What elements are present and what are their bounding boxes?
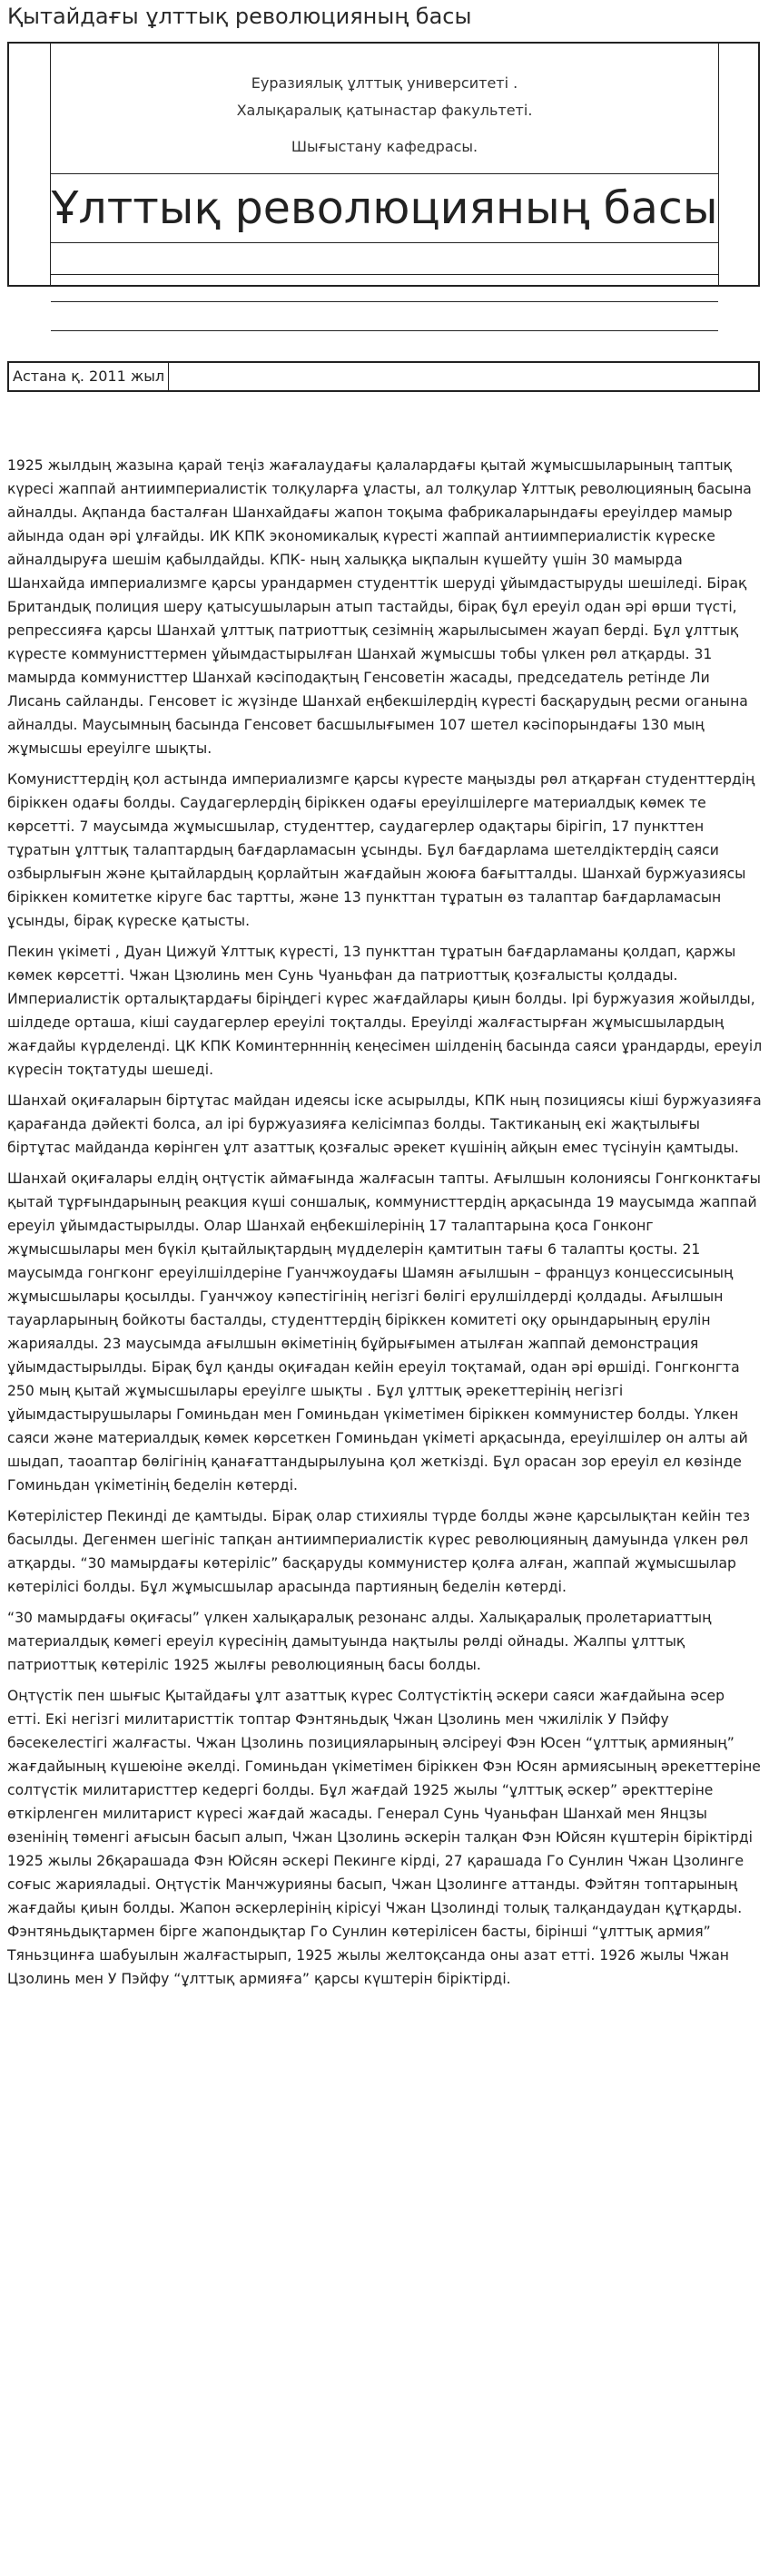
- paragraph: Шанхай оқиғаларын біртұтас майдан идеясы іске асырылды, КПК ның позициясы кіші буржуазияға қарағанда дәйекті болса, ал ірі буржуазияға келісімпаз болды. Тактиканың екі жақтылығы біртұтас майданда көрінген ұлт азаттық қозғалыс әрекет күшінің айқын емес түсінуін қамтыды.: [7, 1092, 762, 1156]
- paragraph: Комунисттердің қол астында империализмге қарсы күресте маңызды рөл атқарған студенттердің біріккен одағы болды. Саудагерлердің біріккен одағы ереуілшілерге материалдық көмек те көрсетті. 7 маусымда жұмысшылар, студенттер, саудагерлер одақтары бірігіп, 17 пункттен тұратын ұлттық талаптардың бағдарламасын ұсынды. Бұл бағдарлама шетелдіктердің саяси озбырлығын және қытайлардың қорлайтын жағдайын жоюға бағытталды. Шанхай буржуазиясы біріккен комитетке кіруге бас тартты, және 13 пункттан тұратын өз талаптар бағдарламасын ұсынды, бірақ күреске қатысты.: [7, 771, 755, 929]
- document-title: Қытайдағы ұлттық революцияның басы: [7, 4, 472, 29]
- main-title: Ұлттық революцияның басы: [51, 174, 718, 243]
- title-empty-row: [51, 275, 718, 302]
- place-date-frame: [7, 361, 760, 392]
- department-name: Шығыстану кафедрасы.: [291, 138, 478, 155]
- title-empty-row: [51, 302, 718, 331]
- document-body: [7, 454, 763, 1998]
- title-page-frame: [7, 42, 760, 287]
- title-page-inner: [50, 44, 719, 285]
- paragraph: Оңтүстік пен шығыс Қытайдағы ұлт азаттық күрес Солтүстіктің әскери саяси жағдайына әсер етті. Екі негізгі милитаристтік топтар Фэнтяньдық Чжан Цзолинь мен чжилілік У Пэйфу бәсекелестігі жалғасты. Чжан Цзолинь позицияларының әлсіреуі Фэн Юсен “ұлттық армияның” жағдайының күшеюіне әкелді. Гоминьдан үкіметімен біріккен Фэн Юсян армиясының әрекеттеріне солтүстік милитаристтер кедергі болды. Бұл жағдай 1925 жылы “ұлттық әскер” әректтеріне өткірленген милитарист күресі жағдай жасады. Генерал Сунь Чуаньфан Шанхай мен Янцзы өзенінің төменгі ағысын басып алып, Чжан Цзолинь әскерін талқан Фэн Юйсян күштерін біріктірді 1925 жылы 26қарашада Фэн Юйсян әскері Пекинге кірді, 27 қарашада Го Сунлин Чжан Цзолинге соғыс жарияладыі. Оңтүстік Манчжурияны басып, Чжан Цзолинге аттанды. Фэйтян топтарының жағдайы қиын болды. Жапон әскерлерінің кірісуі Чжан Цзолинді толық талқандаудан құтқарды. Фэнтяньдықтармен бірге жапондықтар Го Сунлин көтерілісен басты, бірінші “ұлттық армия” Тяньзцинға шабуылын жалғастырып, 1925 жылы желтоқсанда оны азат етті. 1926 жылы Чжан Цзолинь мен У Пэйфу “ұлттық армияға” қарсы күштерін біріктірді.: [7, 1688, 761, 1987]
- title-empty-row: [51, 243, 718, 275]
- institution-block: [51, 44, 718, 174]
- faculty-name: Халықаралық қатынастар факультеті.: [236, 102, 533, 119]
- paragraph: “30 мамырдағы оқиғасы” үлкен халықаралық резонанс алды. Халықаралық пролетариаттың материалдық көмегі ереуіл күресінің дамытуында нақтылы рөлді ойнады. Жалпы ұлттық патриоттық көтеріліс 1925 жылғы революцияның басы болды.: [7, 1610, 712, 1673]
- paragraph: Пекин үкіметі , Дуан Цижуй Ұлттық күресті, 13 пункттан тұратын бағдарламаны қолдап, қаржы көмек көрсетті. Чжан Цзюлинь мен Сунь Чуаньфан да патриоттық қозғалысты қолдады. Империалистік орталықтардағы біріңдегі күрес жағдайлары қиын болды. Ірі буржуазия жойылды, шілдеде орташа, кіші саудагерлер ереуілі тоқталды. Ереуілді жалғастырған жұмысшылардың жағдайы күрделенді. ЦК КПК Коминтернннің кеңесімен шілденің басында саяси ұрандарды, ереуіл күресін тоқтатуды шешеді.: [7, 944, 763, 1078]
- paragraph: Көтерілістер Пекинді де қамтыды. Бірақ олар стихиялы түрде болды және қарсылықтан кейін тез басылды. Дегенмен шегініс тапқан антиимпериалистік күрес революцияның дамуында үлкен рөл атқарды. “30 мамырдағы көтеріліс” басқаруды коммунистер қолға алған, жаппай жұмысшылар көтерілісі болды. Бұл жұмысшылар арасында партияның беделін көтерді.: [7, 1508, 751, 1595]
- place-date: Астана қ. 2011 жыл: [9, 363, 169, 390]
- university-name: Еуразиялық ұлттық университеті .: [251, 74, 518, 92]
- paragraph: 1925 жылдың жазына қарай теңіз жағалаудағы қалалардағы қытай жұмысшыларының таптық күресі жаппай антиимпериалистік толқуларға ұласты, ал толқулар Ұлттық революцияның басына айналды. Ақпанда басталған Шанхайдағы жапон тоқыма фабрикаларындағы ереуілдер мамыр айында одан әрі ұлғайды. ИК КПК экономикалық күресті жаппай антиимпериалистік күреске айналдыруға шешім қабылдайды. КПК- ның халыққа ықпалын күшейту үшін 30 мамырда Шанхайда империализмге қарсы урандармен студенттік шеруді ұйымдастыруды шешіледі. Бірақ Британдық полиция шеру қатысушыларын атып тастайды, бірақ бұл ереуіл одан әрі өрши түсті, репрессияға қарсы Шанхай ұлттық патриоттық сезімнің жарылысымен жауап берді. Бұл ұлттық күресте коммунисттермен ұйымдастырылған Шанхай жұмысшы тобы үлкен рөл атқарды. 31 мамырда коммунисттер Шанхай кәсіподақтың Генсоветін жасады, председатель ретінде Ли Лисань сайланды. Генсовет іс жүзінде Шанхай еңбекшілердің күресті басқарудың ресми оганына айналды. Маусымның басында Генсовет басшылығымен 107 шетел кәсіпорындағы 130 мың жұмысшы ереуілге шықты.: [7, 457, 752, 757]
- paragraph: Шанхай оқиғалары елдің оңтүстік аймағында жалғасын тапты. Ағылшын колониясы Гонгконктағы қытай тұрғындарының реакция күші соншалық, коммунисттердің арқасында 19 маусымда жаппай ереуіл ұйымдастырылды. Олар Шанхай еңбекшілерінің 17 талаптарына қоса Гонконг жұмысшылары мен бүкіл қытайлықтардың мүдделерін қамтитын тағы 6 талапты қосты. 21 маусымда гонгконг ереуілшілдеріне Гуанчжоудағы Шамян ағылшын – француз концессисының жұмысшылары қосылды. Гуанчжоу кәпестігінің негізгі бөлігі ерулшілдерді қолдады. Ағылшын тауарларының бойкоты басталды, студенттердің біріккен комитеті оқу орындарының ерулін жарияалды. 23 маусымда ағылшын өкіметінің бұйрығымен атылған жаппай демонстрация ұйымдастырылды. Бірақ бұл қанды оқиғадан кейін ереуіл тоқтамай, одан әрі өршіді. Гонгконгта 250 мың қытай жұмысшылары ереуілге шықты . Бұл ұлттық әрекеттерінің негізгі ұйымдастырушылары Гоминьдан мен Гоминьдан үкіметімен біріккен коммунистер болды. Үлкен саяси және материалдық көмек көрсеткен Гоминьдан үкіметі арқасында, ереуілшілер он алты ай шыдап, таоаптар бөлігінің қанағаттандырылуына қол жеткізді. Бұл орасан зор ереуіл ел көзінде Гоминьдан үкіметінің беделін көтерді.: [7, 1170, 761, 1494]
